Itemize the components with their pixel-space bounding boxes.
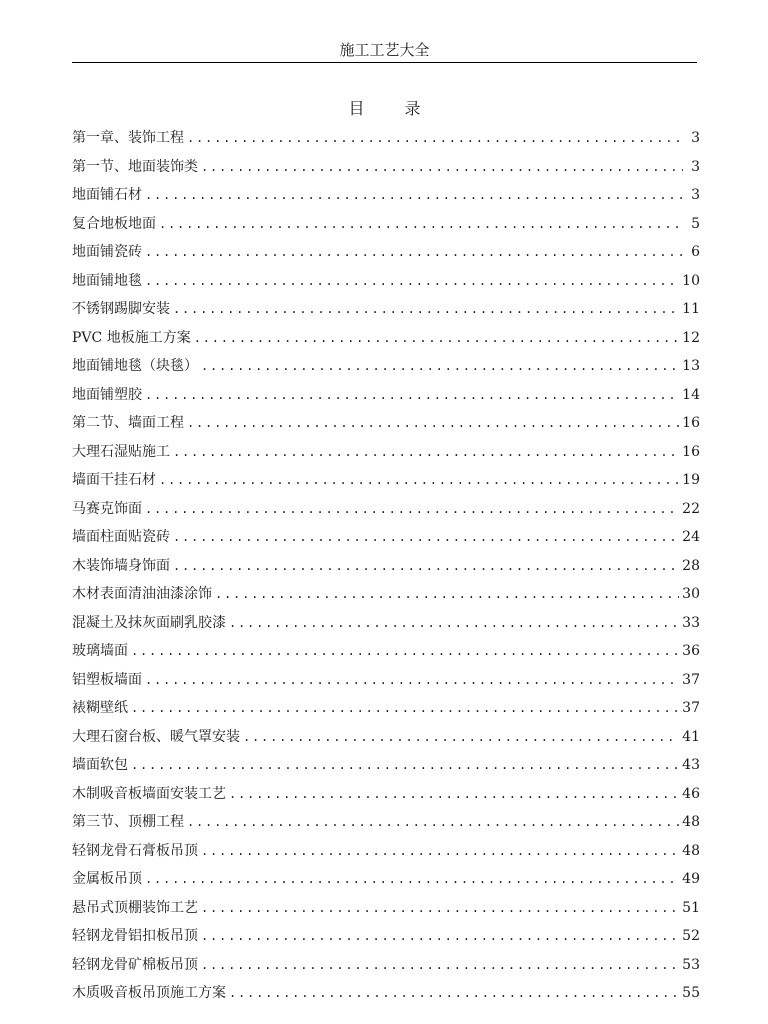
toc-entry-title: 玻璃墙面: [72, 643, 128, 659]
toc-entry[interactable]: [72, 354, 700, 383]
toc-entry[interactable]: [72, 126, 700, 155]
dot-leader: [131, 639, 679, 663]
toc-entry-page-number: 48: [682, 842, 700, 859]
toc-entry-title: 地面铺塑胶: [72, 386, 142, 403]
toc-entry[interactable]: [72, 696, 700, 725]
dot-leader: [173, 297, 679, 321]
toc-entry-title: 第一章、装饰工程: [72, 130, 184, 146]
dot-leader: [201, 354, 679, 378]
toc-entry[interactable]: [72, 839, 700, 868]
dot-leader: [173, 525, 679, 549]
toc-entry-title: 第二节、墙面工程: [72, 415, 184, 431]
toc-entry-page-number: 48: [682, 814, 700, 830]
toc-entry-page-number: 3: [691, 130, 700, 146]
toc-entry[interactable]: [72, 981, 700, 1010]
toc-entry-page-number: 19: [682, 472, 700, 488]
toc-entry-page-number: 13: [682, 358, 700, 374]
toc-entry-title: 悬吊式顶棚装饰工艺: [72, 899, 198, 916]
toc-entry[interactable]: [72, 668, 700, 697]
toc-entry-page-number: 28: [682, 557, 700, 574]
toc-entry-title: PVC 地板施工方案: [72, 329, 191, 346]
toc-entry[interactable]: [72, 155, 700, 184]
toc-entry-title: 轻钢龙骨石膏板吊顶: [72, 842, 198, 859]
toc-entry[interactable]: [72, 383, 700, 412]
toc-entry[interactable]: [72, 240, 700, 269]
toc-entry-page-number: 30: [682, 586, 700, 602]
toc-entry-page-number: 3: [691, 187, 700, 203]
toc-entry-page-number: 46: [682, 785, 700, 802]
toc-entry-title: 木装饰墙身饰面: [72, 557, 170, 574]
toc-entry-title: 地面铺石材: [72, 187, 142, 203]
toc-entry-page-number: 12: [682, 329, 700, 346]
toc-entry-page-number: 6: [691, 244, 700, 260]
dot-leader: [145, 383, 679, 407]
toc-entry-page-number: 10: [682, 272, 700, 289]
toc-entry-title: 地面铺地毯（块毯）: [72, 358, 198, 374]
toc-entry-page-number: 52: [682, 928, 700, 944]
toc-entry[interactable]: [72, 810, 700, 839]
toc-entry-title: 大理石窗台板、暖气罩安装: [72, 728, 240, 745]
dot-leader: [145, 668, 679, 692]
toc-entry-page-number: 14: [682, 386, 700, 403]
toc-entry[interactable]: [72, 867, 700, 896]
toc-entry-page-number: 53: [682, 956, 700, 973]
toc-entry[interactable]: [72, 326, 700, 355]
dot-leader: [159, 468, 679, 492]
dot-leader: [215, 582, 679, 606]
toc-entry-title: 金属板吊顶: [72, 871, 142, 887]
toc-entry[interactable]: [72, 896, 700, 925]
toc-entry-page-number: 5: [691, 215, 700, 232]
toc-entry[interactable]: [72, 212, 700, 241]
dot-leader: [145, 497, 679, 521]
toc-entry-title: 木材表面清油油漆涂饰: [72, 586, 212, 602]
toc-entry[interactable]: [72, 753, 700, 782]
toc-entry-page-number: 3: [691, 158, 700, 175]
toc-entry-title: 地面铺瓷砖: [72, 244, 142, 260]
dot-leader: [145, 867, 679, 891]
toc-entry-page-number: 11: [682, 301, 700, 317]
document-title: 施工工艺大全: [339, 41, 430, 59]
toc-entry-title: 不锈钢踢脚安装: [72, 301, 170, 317]
dot-leader: [201, 839, 679, 863]
table-of-contents: [72, 126, 700, 1010]
dot-leader: [131, 696, 679, 720]
dot-leader: [201, 896, 679, 920]
dot-leader: [201, 155, 683, 179]
toc-entry-page-number: 16: [682, 415, 700, 431]
toc-heading: 目录: [348, 99, 461, 118]
dot-leader: [187, 411, 679, 435]
toc-entry[interactable]: [72, 525, 700, 554]
toc-entry[interactable]: [72, 725, 700, 754]
dot-leader: [229, 782, 679, 806]
dot-leader: [201, 924, 679, 948]
toc-entry-page-number: 51: [682, 899, 700, 916]
toc-entry-title: 铝塑板墙面: [72, 671, 142, 688]
toc-entry-page-number: 43: [682, 757, 700, 773]
toc-entry-title: 第三节、顶棚工程: [72, 814, 184, 830]
toc-entry-page-number: 41: [682, 728, 700, 745]
toc-entry-title: 裱糊壁纸: [72, 700, 128, 716]
toc-entry-title: 墙面柱面贴瓷砖: [72, 529, 170, 545]
toc-entry[interactable]: [72, 183, 700, 212]
toc-entry-title: 轻钢龙骨矿棉板吊顶: [72, 956, 198, 973]
toc-entry-page-number: 33: [682, 614, 700, 631]
dot-leader: [229, 611, 679, 635]
dot-leader: [145, 183, 683, 207]
toc-entry[interactable]: [72, 468, 700, 497]
toc-entry-page-number: 37: [682, 700, 700, 716]
toc-entry-page-number: 22: [682, 500, 700, 517]
toc-entry-title: 墙面软包: [72, 757, 128, 773]
toc-entry-title: 木制吸音板墙面安装工艺: [72, 785, 226, 802]
toc-entry[interactable]: [72, 411, 700, 440]
dot-leader: [194, 326, 679, 350]
toc-entry[interactable]: [72, 497, 700, 526]
toc-entry-page-number: 37: [682, 671, 700, 688]
toc-entry-title: 墙面干挂石材: [72, 472, 156, 488]
dot-leader: [131, 753, 679, 777]
toc-entry[interactable]: [72, 953, 700, 982]
toc-entry-page-number: 24: [682, 529, 700, 545]
dot-leader: [145, 240, 683, 264]
dot-leader: [159, 212, 683, 236]
dot-leader: [187, 126, 683, 150]
page-header: [72, 38, 697, 63]
toc-entry-page-number: 49: [682, 871, 700, 887]
dot-leader: [145, 269, 679, 293]
toc-entry-title: 木质吸音板吊顶施工方案: [72, 985, 226, 1001]
toc-entry[interactable]: [72, 611, 700, 640]
toc-entry[interactable]: [72, 440, 700, 469]
dot-leader: [173, 440, 679, 464]
dot-leader: [201, 953, 679, 977]
dot-leader: [173, 554, 679, 578]
toc-entry[interactable]: [72, 924, 700, 953]
toc-entry-title: 轻钢龙骨铝扣板吊顶: [72, 928, 198, 944]
dot-leader: [229, 981, 679, 1005]
toc-entry-title: 大理石湿贴施工: [72, 443, 170, 460]
toc-entry-title: 地面铺地毯: [72, 272, 142, 289]
toc-entry-title: 马赛克饰面: [72, 500, 142, 517]
dot-leader: [187, 810, 679, 834]
toc-entry-title: 复合地板地面: [72, 215, 156, 232]
toc-entry-title: 混凝土及抹灰面刷乳胶漆: [72, 614, 226, 631]
toc-entry-page-number: 55: [682, 985, 700, 1001]
toc-entry[interactable]: [72, 269, 700, 298]
toc-entry-page-number: 36: [682, 643, 700, 659]
toc-entry-title: 第一节、地面装饰类: [72, 158, 198, 175]
toc-entry[interactable]: [72, 297, 700, 326]
toc-entry-page-number: 16: [682, 443, 700, 460]
toc-entry[interactable]: [72, 639, 700, 668]
toc-entry[interactable]: [72, 782, 700, 811]
toc-entry[interactable]: [72, 554, 700, 583]
dot-leader: [243, 725, 679, 749]
toc-entry[interactable]: [72, 582, 700, 611]
